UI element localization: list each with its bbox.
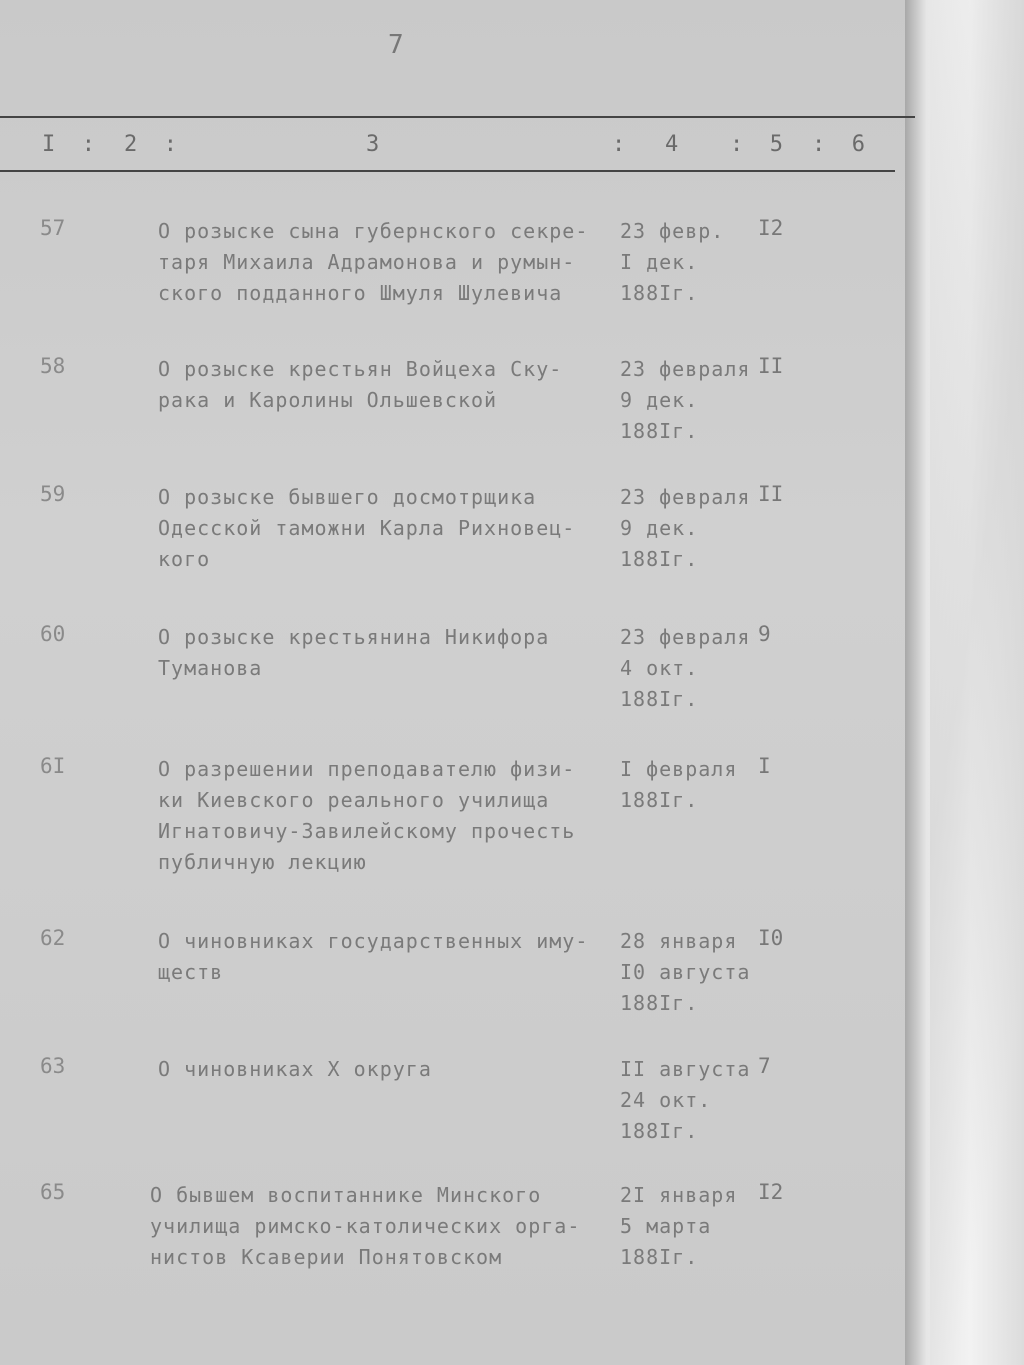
row-sheet-count: 7 [758,1054,771,1078]
row-number: 63 [40,1054,66,1078]
row-sheet-count: I0 [758,926,784,950]
row-dates: 23 февр. I дек. 188Iг. [620,219,725,305]
row-dates: I февраля 188Iг. [620,757,738,812]
row-sheet-count: I [758,754,771,778]
column-header-2: 2 : [124,132,177,157]
header-top-rule [0,116,915,118]
row-number: 57 [40,216,66,240]
row-description: О розыске крестьянина Никифора Туманова [158,625,550,680]
row-number: 58 [40,354,66,378]
row-description: О розыске сына губернского секре- таря Михаила Адрамонова и румын- ского подданного Шмуля Шулевича [158,219,589,305]
column-header-1: I : [42,132,95,157]
page-crease [930,0,1024,1365]
row-description: О разрешении преподавателю физи- ки Киевского реального училища Игнатовичу-Завилейскому прочесть публичную лекцию [158,757,576,874]
row-sheet-count: II [758,354,784,378]
row-dates: 2I января 5 марта 188Iг. [620,1183,738,1269]
page-number: 7 [388,30,404,60]
row-dates: 28 января I0 августа 188Iг. [620,929,751,1015]
row-number: 6I [40,754,66,778]
row-dates: 23 февраля 9 дек. 188Iг. [620,485,751,571]
row-description: О розыске бывшего досмотрщика Одесской таможни Карла Рихновец- кого [158,485,576,571]
row-description: О бывшем воспитаннике Минского училища римско-католических орга- нистов Ксаверии Понятовском [150,1183,581,1269]
row-sheet-count: 9 [758,622,771,646]
row-number: 65 [40,1180,66,1204]
row-number: 62 [40,926,66,950]
header-bottom-rule [0,170,895,172]
column-header-5: : 5 [730,132,783,157]
row-description: О чиновниках Х округа [158,1057,432,1081]
column-header-3: 3 [366,132,380,157]
row-dates: 23 февраля 9 дек. 188Iг. [620,357,751,443]
row-dates: 23 февраля 4 окт. 188Iг. [620,625,751,711]
row-sheet-count: II [758,482,784,506]
column-header-6: : 6 [812,132,865,157]
column-header-4: : 4 [612,132,679,157]
row-description: О розыске крестьян Войцеха Ску- рака и Каролины Ольшевской [158,357,563,412]
row-dates: II августа 24 окт. 188Iг. [620,1057,751,1143]
row-description: О чиновниках государственных иму- ществ [158,929,589,984]
row-number: 59 [40,482,66,506]
row-sheet-count: I2 [758,1180,784,1204]
row-sheet-count: I2 [758,216,784,240]
row-number: 60 [40,622,66,646]
